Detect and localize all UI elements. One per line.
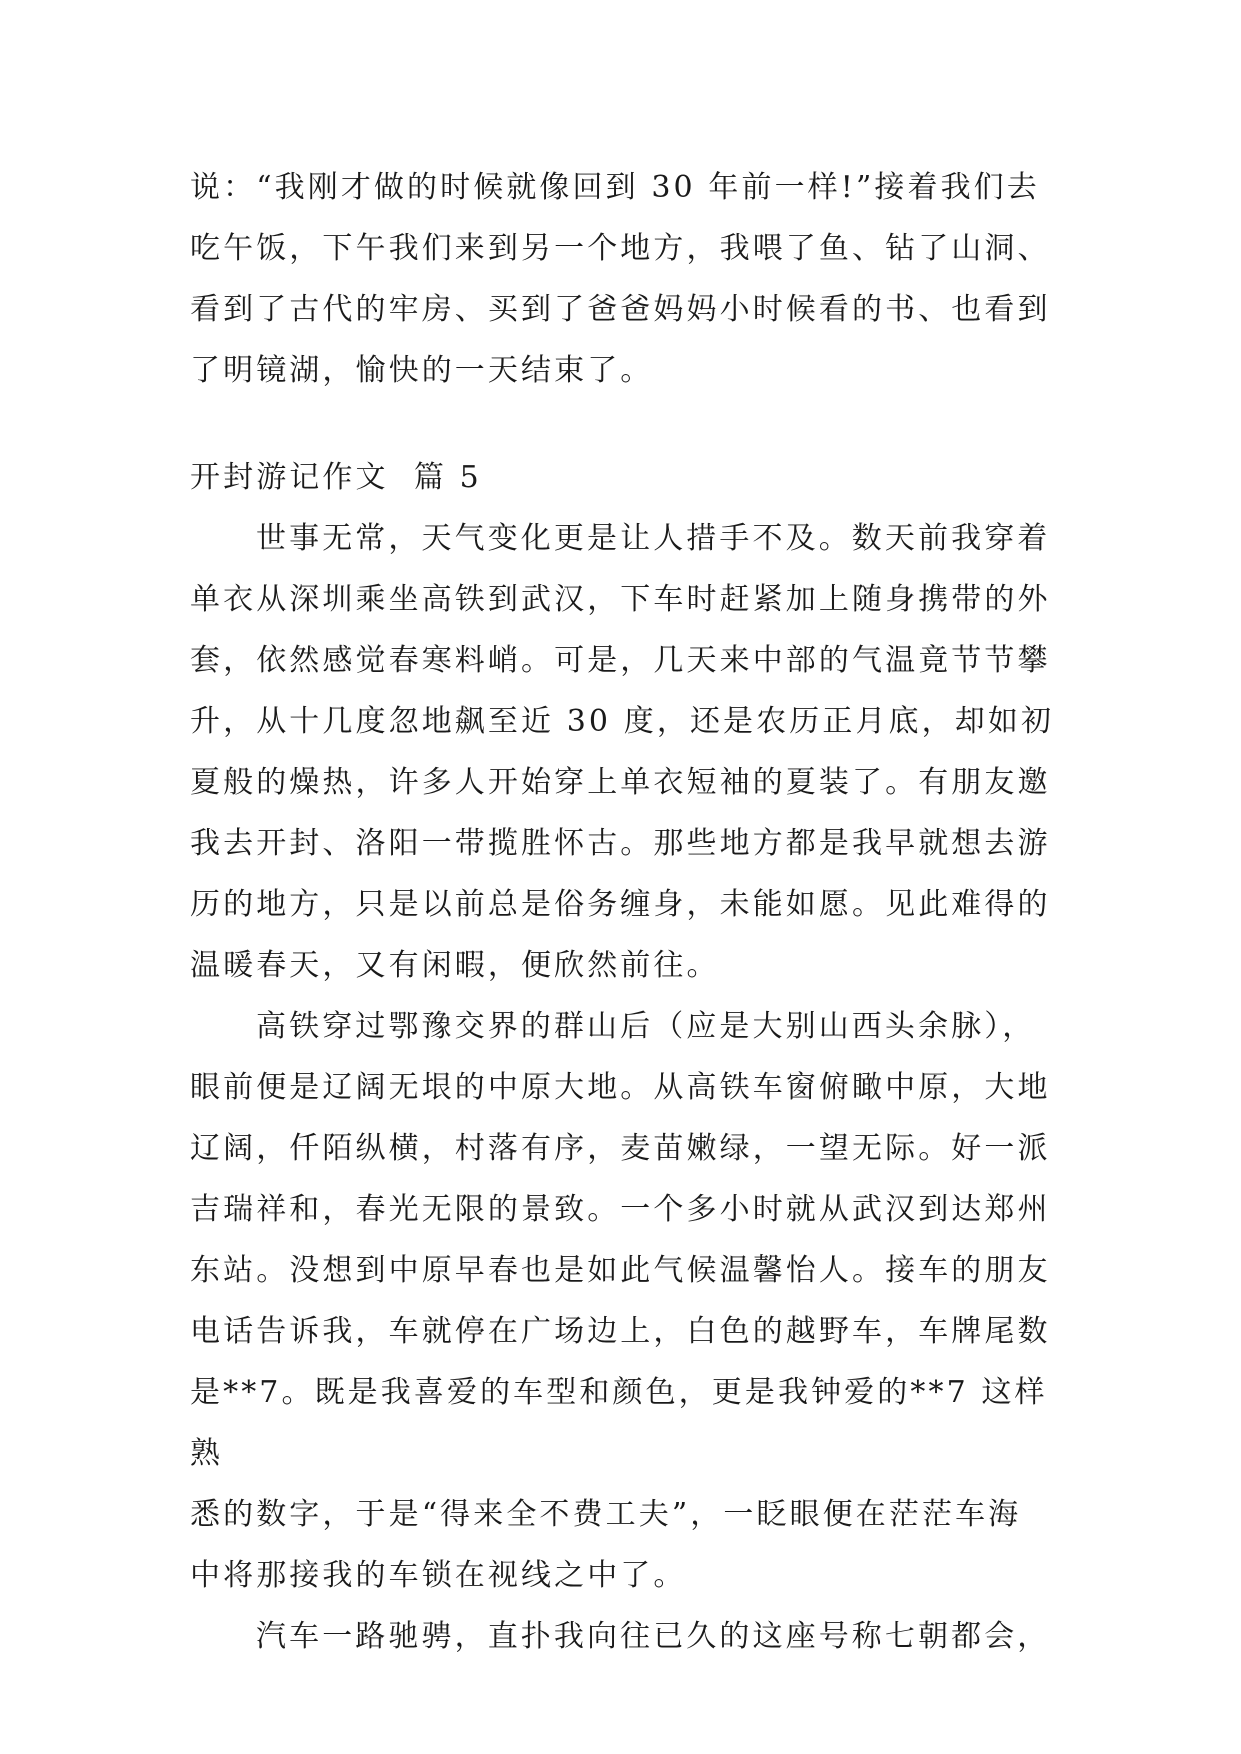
paragraph-1 [190,508,1070,996]
text-line: 温暖春天，又有闲暇，便欣然前往。 [190,948,720,983]
text-line: 我去开封、洛阳一带揽胜怀古。那些地方都是我早就想去游 [190,826,1051,861]
text-line: 历的地方，只是以前总是俗务缠身，未能如愿。见此难得的 [190,887,1051,922]
text-line: 电话告诉我，车就停在广场边上，白色的越野车，车牌尾数 [190,1314,1051,1349]
paragraph-3 [190,1606,1070,1667]
text-line: 中将那接我的车锁在视线之中了。 [190,1558,687,1593]
text-line: 看到了古代的牢房、买到了爸爸妈妈小时候看的书、也看到 [190,292,1051,327]
text-line: 东站。没想到中原早春也是如此气候温馨怡人。接车的朋友 [190,1253,1051,1288]
section-title: 开封游记作文 篇 5 [190,460,482,495]
text-line: 眼前便是辽阔无垠的中原大地。从高铁车窗俯瞰中原，大地 [190,1070,1051,1105]
text-line: 吃午饭，下午我们来到另一个地方，我喂了鱼、钻了山洞、 [190,231,1051,266]
text-line: 说：“我刚才做的时候就像回到 30 年前一样!”接着我们去 [190,170,1040,205]
essay-section [190,447,1070,1667]
text-line: 辽阔，仟陌纵横，村落有序，麦苗嫩绿，一望无际。好一派 [190,1131,1051,1166]
text-line: 悉的数字，于是“得来全不费工夫”，一眨眼便在茫茫车海 [190,1497,1022,1532]
text-line: 是**7。既是我喜爱的车型和颜色，更是我钟爱的**7 这样熟 [190,1375,1048,1471]
text-line: 了明镜湖，愉快的一天结束了。 [190,353,654,388]
text-line: 吉瑞祥和，春光无限的景致。一个多小时就从武汉到达郑州 [190,1192,1051,1227]
text-line: 汽车一路驰骋，直扑我向往已久的这座号称七朝都会， [256,1619,1051,1654]
text-line: 世事无常，天气变化更是让人措手不及。数天前我穿着 [256,521,1051,556]
text-line: 夏般的燥热，许多人开始穿上单衣短袖的夏装了。有朋友邀 [190,765,1051,800]
paragraph-2 [190,996,1070,1606]
text-line: 套，依然感觉春寒料峭。可是，几天来中部的气温竟节节攀 [190,643,1051,678]
continuation-paragraph [190,157,1070,401]
text-line: 升，从十几度忽地飙至近 30 度，还是农历正月底，却如初 [190,704,1055,739]
text-line: 单衣从深圳乘坐高铁到武汉，下车时赶紧加上随身携带的外 [190,582,1051,617]
text-line: 高铁穿过鄂豫交界的群山后（应是大别山西头余脉）， [256,1009,1036,1044]
